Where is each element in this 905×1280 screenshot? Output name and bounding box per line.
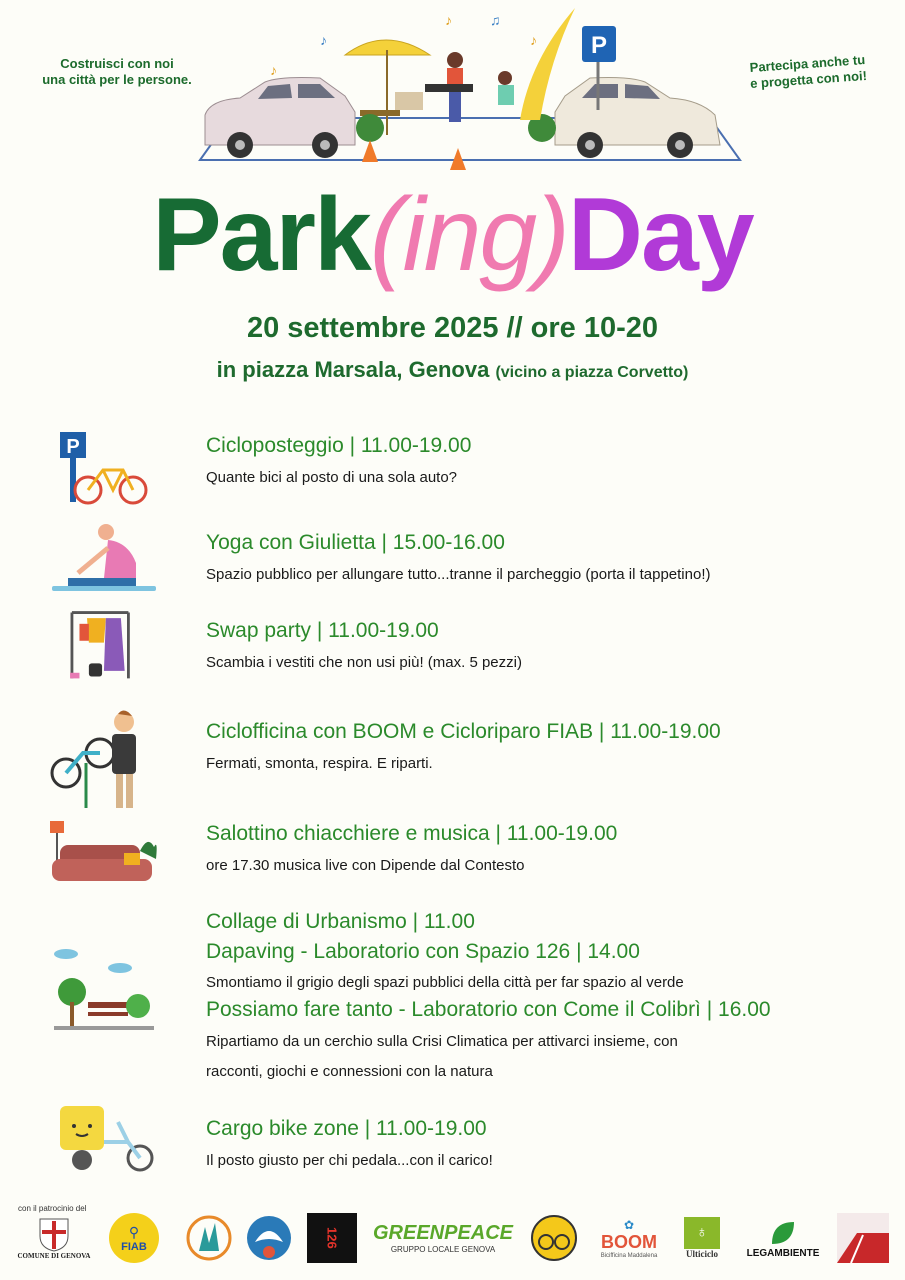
title-day: Day — [567, 177, 753, 293]
svg-text:♫: ♫ — [490, 12, 501, 28]
event-title-5: Salottino chiacchiere e musica | 11.00-19.00 — [206, 822, 618, 845]
event-title-4: Ciclofficina con BOOM e Cicloriparo FIAB | 11.00-19.00 — [206, 720, 721, 743]
fiab-text: FIAB — [121, 1240, 147, 1253]
spazio-126-logo — [306, 1212, 358, 1264]
comune-genova-text: COMUNE DI GENOVA — [17, 1252, 91, 1260]
bike-parking-icon — [48, 430, 158, 510]
association-logo-1 — [184, 1212, 234, 1264]
legambiente-text: LEGAMBIENTE — [746, 1247, 820, 1259]
parking-sign-letter: P — [590, 32, 608, 59]
patronage-label: con il patrocinio del — [18, 1204, 87, 1213]
event-desc-4: Fermati, smonta, respira. E riparti. — [206, 755, 433, 772]
spazio-126-text: 126 — [324, 1227, 340, 1249]
svg-text:P: P — [66, 436, 80, 458]
event-desc-6b: Ripartiamo da un cerchio sulla Crisi Climatica per attivarci insieme, con — [206, 1033, 678, 1050]
bike-repair-icon — [48, 708, 158, 814]
boom-wheel-icon: ✿ — [623, 1217, 635, 1232]
greenpeace-text: GREENPEACE — [372, 1222, 514, 1244]
event-desc-6c: racconti, giochi e connessioni con la natura — [206, 1063, 493, 1080]
event-title-6b: Dapaving - Laboratorio con Spazio 126 | 14.00 — [206, 940, 640, 963]
association-logo-2 — [244, 1212, 294, 1264]
cargo-bike-icon — [48, 1102, 158, 1182]
svg-text:♪: ♪ — [320, 32, 327, 48]
fiab-bike-icon: ⚲ — [128, 1223, 140, 1240]
event-title-3: Swap party | 11.00-19.00 — [206, 619, 439, 642]
legambiente-logo — [738, 1212, 828, 1264]
left-car-icon — [205, 78, 355, 159]
street-illustration-logo — [836, 1212, 890, 1264]
svg-text:♪: ♪ — [445, 12, 452, 28]
event-desc-5: ore 17.30 musica live con Dipende dal Contesto — [206, 857, 525, 874]
sofa-icon — [48, 815, 158, 895]
event-title-6: Collage di Urbanismo | 11.00 — [206, 910, 475, 933]
ulticiclo-bike-icon: ♁ — [684, 1217, 720, 1249]
svg-text:♪: ♪ — [270, 62, 277, 78]
boom-text: BOOM — [601, 1231, 657, 1252]
ulticiclo-logo — [676, 1212, 728, 1264]
coat-of-arms-icon — [37, 1216, 71, 1252]
yoga-icon — [48, 518, 158, 598]
slogan-right — [732, 51, 884, 93]
event-title-1: Cicloposteggio | 11.00-19.00 — [206, 434, 472, 457]
event-title-6c: Possiamo fare tanto - Laboratorio con Come il Colibrì | 16.00 — [206, 998, 771, 1021]
clothes-rack-icon — [48, 605, 158, 685]
event-title-7: Cargo bike zone | 11.00-19.00 — [206, 1117, 487, 1140]
association-logo-3 — [528, 1212, 580, 1264]
event-desc-2: Spazio pubblico per allungare tutto...tranne il parcheggio (porta il tappetino!) — [206, 566, 711, 583]
slogan-right-text: Partecipa anche tu e progetta con noi! — [749, 52, 868, 92]
right-car-icon — [555, 78, 720, 159]
fiab-logo — [108, 1212, 160, 1264]
svg-text:♪: ♪ — [530, 32, 537, 48]
event-desc-6: Smontiamo il grigio degli spazi pubblici della città per far spazio al verde — [206, 974, 684, 991]
event-place-main: in piazza Marsala, Genova — [216, 357, 490, 382]
event-title — [0, 175, 905, 295]
event-place-note: (vicino a piazza Corvetto) — [495, 364, 689, 381]
legambiente-leaf-icon — [768, 1218, 798, 1248]
title-park: Park — [152, 177, 370, 293]
greenpeace-sub: GRUPPO LOCALE GENOVA — [390, 1245, 496, 1254]
ulticiclo-text: Ulticiclo — [686, 1249, 718, 1259]
title-ing: (ing) — [369, 177, 568, 293]
comune-genova-logo — [14, 1212, 94, 1264]
greenpeace-logo — [368, 1212, 518, 1264]
event-desc-1: Quante bici al posto di una sola auto? — [206, 469, 458, 486]
boom-logo — [592, 1212, 666, 1264]
event-title-2: Yoga con Giulietta | 15.00-16.00 — [206, 531, 505, 554]
event-desc-7: Il posto giusto per chi pedala...con il carico! — [206, 1152, 493, 1169]
slogan-left-text: Costruisci con noi una città per le persone. — [42, 56, 192, 87]
parking-scene-illustration — [170, 0, 750, 175]
event-place — [0, 357, 905, 383]
event-date: 20 settembre 2025 // ore 10-20 — [246, 312, 659, 344]
event-desc-3: Scambia i vestiti che non usi più! (max. 5 pezzi) — [206, 654, 522, 671]
park-icon — [48, 942, 158, 1034]
boom-sub: Bicifficina Maddalena — [600, 1252, 658, 1259]
